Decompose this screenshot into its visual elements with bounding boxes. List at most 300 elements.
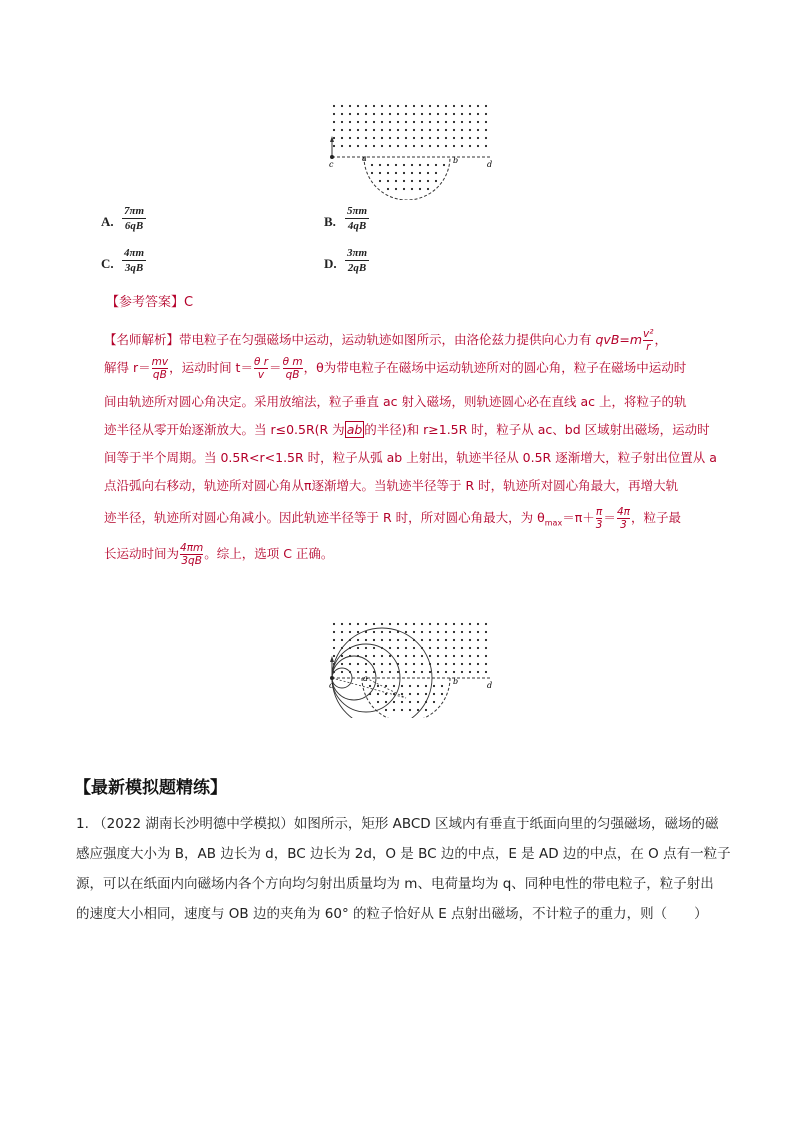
field-dot xyxy=(477,145,479,147)
field-dot xyxy=(341,113,343,115)
field-dot xyxy=(437,145,439,147)
field-dot xyxy=(409,709,411,711)
field-dot xyxy=(421,655,423,657)
field-dot xyxy=(453,663,455,665)
field-dot xyxy=(461,647,463,649)
field-dot xyxy=(461,671,463,673)
field-dot xyxy=(445,663,447,665)
field-dot xyxy=(453,129,455,131)
analysis-line-7: 迹半径，轨迹所对圆心角减小。因此轨迹半径等于 R 时，所对圆心角最大，为 $\theta_{max}=\pi+$ $\frac{\pi}{3}$ ＝ $\frac{4\pi}{3}$ ，粒子最 xyxy=(104,506,681,531)
field-dot xyxy=(477,647,479,649)
field-dot xyxy=(389,623,391,625)
field-dot xyxy=(461,113,463,115)
field-dot xyxy=(461,655,463,657)
field-dot xyxy=(357,631,359,633)
field-dot xyxy=(429,129,431,131)
field-dot xyxy=(477,105,479,107)
field-dot xyxy=(379,172,381,174)
fraction-v2-r: $\frac{\text{v²}}{r}$ xyxy=(643,328,654,353)
field-dot xyxy=(469,121,471,123)
field-dot xyxy=(461,137,463,139)
field-dot xyxy=(425,709,427,711)
field-dot xyxy=(469,639,471,641)
figure-magnetic-field-2 xyxy=(322,618,502,718)
option-d-den: 2qB xyxy=(347,262,367,274)
analysis-line-6: 点沿弧向右移动，轨迹所对圆心角从π逐渐增大。当轨迹半径等于 R 时，轨迹所对圆心角最大，再增大轨 xyxy=(104,478,679,493)
field-dot xyxy=(349,663,351,665)
field-dot xyxy=(373,639,375,641)
field-dot xyxy=(369,685,371,687)
field-dot xyxy=(413,671,415,673)
field-dot xyxy=(341,145,343,147)
field-dot xyxy=(385,685,387,687)
question-1 xyxy=(76,812,731,932)
field-dot xyxy=(333,121,335,123)
field-dot xyxy=(341,639,343,641)
field-dot xyxy=(427,172,429,174)
field-dot xyxy=(429,137,431,139)
field-dot xyxy=(421,137,423,139)
field-dot xyxy=(421,623,423,625)
field-dot xyxy=(469,137,471,139)
field-dot xyxy=(453,639,455,641)
field-dot xyxy=(485,145,487,147)
field-dot xyxy=(379,180,381,182)
field-dot xyxy=(365,663,367,665)
field-dot xyxy=(485,129,487,131)
field-dot xyxy=(395,180,397,182)
field-dot xyxy=(433,693,435,695)
field-dot xyxy=(411,172,413,174)
field-dot xyxy=(485,105,487,107)
analysis-text: 【名师解析】带电粒子在匀强磁场中运动，运动轨迹如图所示，由洛伦兹力提供向心力有 xyxy=(104,332,596,347)
question-1-line-3: 源，可以在纸面内向磁场内各个方向均匀射出质量均为 m、电荷量均为 q、同种电性的带电粒子，粒子射出 xyxy=(76,876,714,892)
field-dot xyxy=(453,631,455,633)
figure-2-svg xyxy=(322,618,502,718)
field-dot xyxy=(445,137,447,139)
option-c-den: 3qB xyxy=(124,262,144,274)
field-dot xyxy=(341,631,343,633)
field-dot xyxy=(403,180,405,182)
field-dot xyxy=(421,145,423,147)
field-dot xyxy=(397,671,399,673)
field-dot xyxy=(365,105,367,107)
field-dot xyxy=(365,121,367,123)
field-dot xyxy=(429,145,431,147)
field-dot xyxy=(437,639,439,641)
field-dot xyxy=(477,121,479,123)
field-dot xyxy=(349,105,351,107)
field-dot xyxy=(401,701,403,703)
fraction-theta-r-v: $\frac{\text{θ r}}{v}$ xyxy=(253,356,269,381)
label-c: c xyxy=(329,681,334,690)
field-dot xyxy=(395,164,397,166)
option-a-letter: A. xyxy=(101,214,114,229)
field-dot xyxy=(381,129,383,131)
field-dot xyxy=(421,671,423,673)
field-dot xyxy=(405,663,407,665)
field-dot xyxy=(379,164,381,166)
field-dot xyxy=(421,129,423,131)
field-dot xyxy=(381,145,383,147)
field-dot xyxy=(419,188,421,190)
analysis-line-1: 【名师解析】带电粒子在匀强磁场中运动，运动轨迹如图所示，由洛伦兹力提供向心力有 qvB=m $\frac{\text{v²}}{r}$ ， xyxy=(104,328,667,353)
field-dot xyxy=(437,129,439,131)
field-dot xyxy=(389,671,391,673)
field-dot xyxy=(403,164,405,166)
field-dot xyxy=(445,129,447,131)
field-dot xyxy=(409,693,411,695)
field-dot xyxy=(437,113,439,115)
field-dot xyxy=(365,671,367,673)
field-dot xyxy=(389,121,391,123)
field-dot xyxy=(373,145,375,147)
reference-answer: 【参考答案】C xyxy=(106,295,194,310)
field-dot xyxy=(437,105,439,107)
field-dot xyxy=(469,129,471,131)
option-a-den: 6qB xyxy=(124,220,144,232)
field-dot xyxy=(365,145,367,147)
analysis-line-5: 间等于半个周期。当 0.5R<r<1.5R 时，粒子从弧 ab 上射出，轨迹半径从 0.5R 逐渐增大，粒子射出位置从 a xyxy=(104,450,717,465)
field-dot xyxy=(381,105,383,107)
field-dot xyxy=(401,709,403,711)
field-dot xyxy=(365,137,367,139)
field-dot xyxy=(397,647,399,649)
field-dot xyxy=(485,663,487,665)
field-dot xyxy=(357,129,359,131)
field-dot xyxy=(397,121,399,123)
formula-text: qvB=m xyxy=(595,332,643,347)
label-d: d xyxy=(487,160,493,169)
field-dot xyxy=(469,105,471,107)
question-1-line-2: 感应强度大小为 B，AB 边长为 d，BC 边长为 2d，O 是 BC 边的中点，E 是 AD 边的中点，在 O 点有一粒子 xyxy=(76,846,731,862)
field-dot xyxy=(413,137,415,139)
field-dot xyxy=(461,145,463,147)
field-dot xyxy=(453,145,455,147)
field-dot xyxy=(381,623,383,625)
field-dot xyxy=(425,693,427,695)
field-dot xyxy=(387,188,389,190)
field-dot xyxy=(477,129,479,131)
field-dot xyxy=(357,663,359,665)
field-dot xyxy=(411,188,413,190)
label-b: b xyxy=(453,156,459,165)
field-dot xyxy=(373,129,375,131)
field-dot xyxy=(389,113,391,115)
field-dot xyxy=(461,129,463,131)
field-dot xyxy=(429,639,431,641)
label-c: c xyxy=(329,160,334,169)
field-dot xyxy=(373,121,375,123)
field-dot xyxy=(385,709,387,711)
field-dot xyxy=(365,647,367,649)
field-dot xyxy=(405,631,407,633)
field-dot xyxy=(441,693,443,695)
field-dot xyxy=(429,121,431,123)
question-1-line-1: 1. （2022 湖南长沙明德中学模拟）如图所示，矩形 ABCD 区域内有垂直于纸面向里的匀强磁场，磁场的磁 xyxy=(76,816,719,832)
field-dot xyxy=(349,145,351,147)
analysis-block xyxy=(104,326,720,616)
field-dot xyxy=(435,180,437,182)
fraction-mv-qb: $\frac{mv}{qB}$ xyxy=(151,356,169,381)
field-dot xyxy=(417,685,419,687)
field-dot xyxy=(393,709,395,711)
option-c-fraction xyxy=(122,247,146,274)
field-dot xyxy=(405,137,407,139)
field-dot xyxy=(357,145,359,147)
field-dot xyxy=(469,631,471,633)
field-dot xyxy=(445,105,447,107)
field-dot xyxy=(381,663,383,665)
field-dot xyxy=(349,631,351,633)
field-dot xyxy=(477,631,479,633)
field-dot xyxy=(413,113,415,115)
field-dot xyxy=(401,693,403,695)
field-dot xyxy=(389,663,391,665)
field-dot xyxy=(405,105,407,107)
field-dot xyxy=(365,655,367,657)
field-dot xyxy=(435,172,437,174)
field-dot xyxy=(461,631,463,633)
field-dot xyxy=(413,655,415,657)
field-dot xyxy=(421,631,423,633)
field-dot xyxy=(357,647,359,649)
field-dot xyxy=(389,647,391,649)
field-dot xyxy=(357,113,359,115)
label-d: d xyxy=(487,681,493,690)
field-dot xyxy=(397,137,399,139)
field-dot xyxy=(445,113,447,115)
field-dot xyxy=(357,137,359,139)
field-dot xyxy=(333,113,335,115)
field-dot xyxy=(469,655,471,657)
field-dot xyxy=(377,685,379,687)
field-dot xyxy=(469,113,471,115)
field-dot xyxy=(427,180,429,182)
field-dot xyxy=(413,105,415,107)
option-b-den: 4qB xyxy=(347,220,367,232)
field-dot xyxy=(397,623,399,625)
field-dot xyxy=(397,129,399,131)
section-title: 【最新模拟题精练】 xyxy=(74,778,227,798)
field-dot xyxy=(373,113,375,115)
field-dot xyxy=(461,623,463,625)
field-dot xyxy=(419,164,421,166)
field-dot xyxy=(381,631,383,633)
field-dot xyxy=(477,655,479,657)
field-dot xyxy=(373,631,375,633)
field-dot xyxy=(477,671,479,673)
analysis-line-8: 长运动时间为 $\frac{4\pi m}{3qB}$ 。综上，选项 C 正确。 xyxy=(104,542,334,567)
figure-1-svg xyxy=(322,100,502,200)
field-dot xyxy=(429,647,431,649)
field-dot xyxy=(349,623,351,625)
field-dot xyxy=(405,145,407,147)
field-dot xyxy=(421,663,423,665)
field-dot xyxy=(417,709,419,711)
field-dot xyxy=(445,639,447,641)
field-dot xyxy=(373,655,375,657)
field-dot xyxy=(393,685,395,687)
field-dot xyxy=(397,113,399,115)
field-dot xyxy=(445,145,447,147)
field-dot xyxy=(371,164,373,166)
field-dot xyxy=(453,671,455,673)
field-dot xyxy=(377,701,379,703)
field-dot xyxy=(405,639,407,641)
field-dot xyxy=(421,113,423,115)
field-dot xyxy=(421,121,423,123)
option-b-letter: B. xyxy=(324,214,336,229)
field-dot xyxy=(419,180,421,182)
field-dot xyxy=(441,685,443,687)
field-dot xyxy=(427,188,429,190)
field-dot xyxy=(461,105,463,107)
field-dot xyxy=(405,623,407,625)
field-dot xyxy=(381,121,383,123)
field-dot xyxy=(357,105,359,107)
field-dot xyxy=(333,655,335,657)
option-d-letter: D. xyxy=(324,256,337,271)
field-dot xyxy=(365,623,367,625)
field-dot xyxy=(469,145,471,147)
field-dot xyxy=(349,121,351,123)
field-dot xyxy=(357,671,359,673)
field-dot xyxy=(333,631,335,633)
field-dot xyxy=(429,105,431,107)
label-a: a xyxy=(362,154,367,163)
field-dot xyxy=(365,639,367,641)
field-dot xyxy=(461,639,463,641)
field-dot xyxy=(389,137,391,139)
field-dot xyxy=(429,631,431,633)
option-a-fraction xyxy=(122,205,146,232)
field-dot xyxy=(453,655,455,657)
option-b-num: 5πm xyxy=(347,205,368,217)
field-dot xyxy=(485,623,487,625)
field-dot xyxy=(397,655,399,657)
field-dot xyxy=(425,685,427,687)
field-dot xyxy=(357,121,359,123)
field-dot xyxy=(349,129,351,131)
field-dot xyxy=(405,129,407,131)
analysis-line-3: 间由轨迹所对圆心角决定。采用放缩法，粒子垂直 ac 射入磁场，则轨迹圆心必在直线 ac 上，将粒子的轨 xyxy=(104,394,687,409)
field-dot xyxy=(397,145,399,147)
field-dot xyxy=(417,701,419,703)
field-dot xyxy=(445,671,447,673)
field-dot xyxy=(381,671,383,673)
option-c-num: 4πm xyxy=(124,247,145,259)
field-dot xyxy=(373,663,375,665)
field-dot xyxy=(445,623,447,625)
field-dot xyxy=(433,685,435,687)
field-dot xyxy=(395,188,397,190)
fraction-4pi-3: $\frac{4\pi}{3}$ xyxy=(616,506,630,531)
field-dot xyxy=(341,623,343,625)
field-dot xyxy=(437,121,439,123)
field-dot xyxy=(405,647,407,649)
field-dot xyxy=(405,671,407,673)
field-dot xyxy=(397,105,399,107)
field-dot xyxy=(405,121,407,123)
field-dot xyxy=(445,631,447,633)
field-dot xyxy=(373,105,375,107)
field-dot xyxy=(411,164,413,166)
field-dot xyxy=(485,121,487,123)
field-dot xyxy=(341,663,343,665)
field-dot xyxy=(397,639,399,641)
field-dot xyxy=(477,113,479,115)
field-dot xyxy=(485,639,487,641)
field-dot xyxy=(437,137,439,139)
option-d-num: 3πm xyxy=(347,247,368,259)
option-c-letter: C. xyxy=(101,256,114,271)
field-dot xyxy=(387,164,389,166)
field-dot xyxy=(445,121,447,123)
field-dot xyxy=(381,137,383,139)
field-dot xyxy=(427,164,429,166)
field-dot xyxy=(413,623,415,625)
field-dot xyxy=(387,180,389,182)
field-dot xyxy=(373,137,375,139)
field-dot xyxy=(417,693,419,695)
field-dot xyxy=(373,647,375,649)
arc-ab-box: ab xyxy=(346,422,363,437)
field-dot xyxy=(389,105,391,107)
fraction-4pim-3qb: $\frac{4\pi m}{3qB}$ xyxy=(180,542,204,567)
field-dot xyxy=(437,671,439,673)
field-dot xyxy=(393,701,395,703)
field-dot xyxy=(381,639,383,641)
field-dot xyxy=(437,663,439,665)
field-dot xyxy=(405,113,407,115)
field-dot xyxy=(453,121,455,123)
field-dot xyxy=(381,113,383,115)
analysis-line-2: 解得 r＝ $\frac{mv}{qB}$ ，运动时间 t＝ $\frac{\text{θ r}}{v}$ ＝ $\frac{\text{θ m}}{qB}$ ，θ为带电粒子在磁场中运动轨迹所对的圆心角，粒子在磁场中运动时 xyxy=(104,356,687,381)
field-dot xyxy=(429,655,431,657)
field-dot xyxy=(437,647,439,649)
field-dot xyxy=(365,113,367,115)
fraction-theta-m-qb: $\frac{\text{θ m}}{qB}$ xyxy=(282,356,303,381)
field-dot xyxy=(433,701,435,703)
field-dot xyxy=(385,701,387,703)
field-dot xyxy=(409,685,411,687)
field-dot xyxy=(421,639,423,641)
field-dot xyxy=(453,647,455,649)
fraction-pi-3: $\frac{\pi}{3}$ xyxy=(595,506,603,531)
field-dot xyxy=(365,129,367,131)
field-dot xyxy=(477,623,479,625)
field-dot xyxy=(341,105,343,107)
field-dot xyxy=(429,671,431,673)
field-dot xyxy=(421,105,423,107)
field-dot xyxy=(435,164,437,166)
option-a-num: 7πm xyxy=(124,205,145,217)
label-b: b xyxy=(453,677,459,686)
field-dot xyxy=(389,129,391,131)
field-dot xyxy=(389,631,391,633)
field-dot xyxy=(477,137,479,139)
field-dot xyxy=(429,113,431,115)
field-dot xyxy=(419,172,421,174)
field-dot xyxy=(357,639,359,641)
field-dot xyxy=(437,631,439,633)
analysis-line-4: 迹半径从零开始逐渐放大。当 r≤0.5R(R 为 ab 的半径)和 r≥1.5R 时，粒子从 ac、bd 区域射出磁场，运动时 xyxy=(104,422,710,437)
field-dot xyxy=(389,639,391,641)
field-dot xyxy=(395,172,397,174)
field-dot xyxy=(453,113,455,115)
field-dot xyxy=(333,137,335,139)
